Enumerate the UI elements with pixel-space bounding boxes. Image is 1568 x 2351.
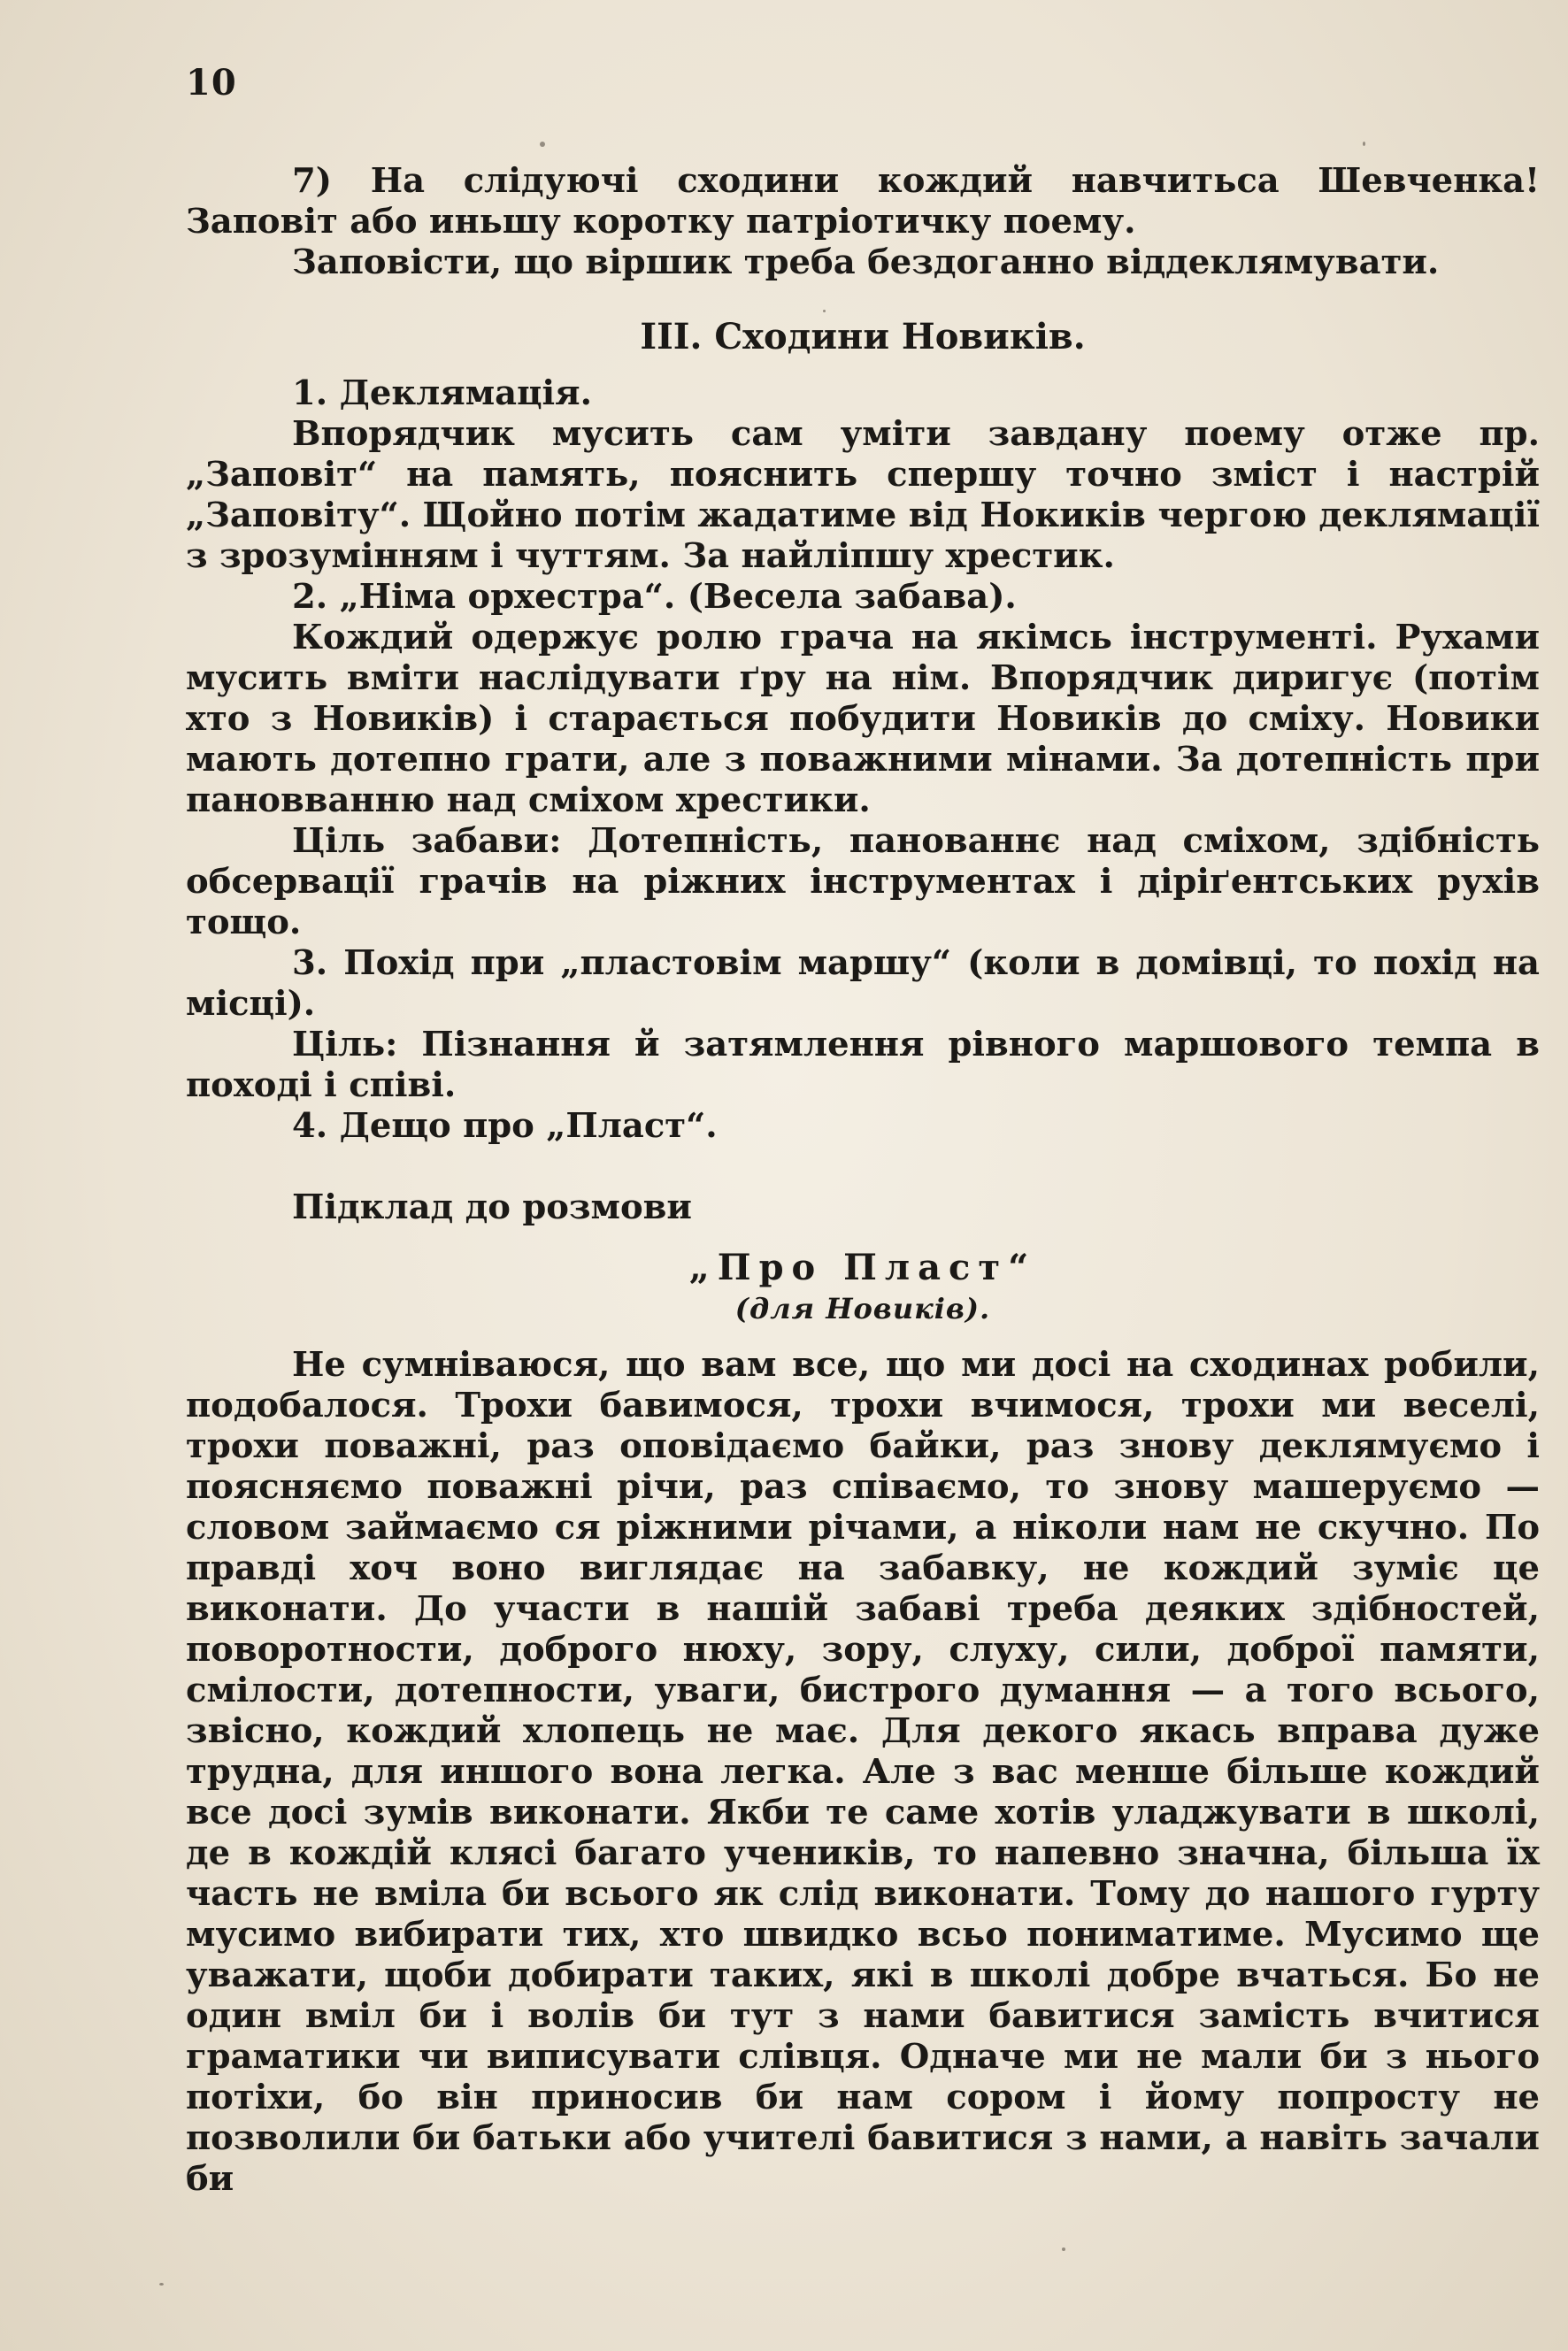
paragraph-declamation: Впорядчик мусить сам уміти завдану поему отже пр. „Заповіт“ на память, пояснить спершу точно зміст і настрій „Заповіту“. Щойно потім жадатиме від Нокиків чергою деклямації з зрозумінням і чуттям. За найліпшу хрестик. [186,414,1540,576]
talk-title: „Про Пласт“ [688,1247,1037,1288]
book-page [186,62,1549,2327]
section-heading: III. Сходини Новиків. [640,316,1086,357]
paragraph-item-7: 7) На слідуючі сходини кождий навчитьса Шевченка! Заповіт або иньшу коротку патріотичку поему. [186,161,1540,242]
paragraph-item-3: 3. Похід при „пластовім маршу“ (коли в домівці, то похід на місці). [186,943,1540,1024]
paragraph-declaim-note: Заповісти, що віршик треба бездоганно віддеклямувати. [292,242,1440,282]
page-number: 10 [186,62,237,104]
paragraph-march-goal: Ціль: Пізнання й затямлення рівного маршового темпа в поході і співі. [186,1025,1540,1105]
paragraph-item-2: 2. „Німа орхестра“. (Весела забава). [292,577,1017,617]
paragraph-talk-body: Не сумніваюся, що вам все, що ми досі на сходинах робили, подобалося. Трохи бавимося, трохи вчимося, трохи ми веселі, трохи поважні, раз оповідаємо байки, раз знову деклямуємо і поясняємо поважні річи, раз співаємо, то знову машеруємо — словом займаємо ся ріжними річами, а ніколи нам не скучно. По правді хоч воно виглядає на забавку, не кождий зуміє це виконати. До участи в нашій забаві треба деяких здібностей, поворотности, доброго нюху, зору, слуху, сили, доброї памяти, смілости, дотепности, уваги, бистрого думання — а того всього, звісно, кождий хлопець не має. Для декого якась вправа дуже трудна, для иншого вона легка. Але з вас менше більше кождий все досі зумів виконати. Якби те саме хотів уладжувати в школі, де в кождій клясі багато учеників, то напевно значна, більша їх часть не вміла би всього як слід виконати. Тому до нашого гурту мусимо вибирати тих, хто швидко всьо пониматиме. Мусимо ще уважати, щоби добирати таких, які в школі добре вчаться. Бо не один вміл би і волів би тут з нами бавитися замість вчитися граматики чи виписувати слівця. Одначе ми не мали би з нього потіхи, бо він приносив би нам сором і йому попросту не позволили би батьки або учителі бавитися з нами, а навіть зачали би [186,1345,1540,2199]
paragraph-game-goal: Ціль забави: Дотепність, панованнє над сміхом, здібність обсервації грачів на ріжних інструментах і діріґентських рухів тощо. [186,821,1540,942]
paragraph-orchestra: Кождий одержує ролю грача на якімсь інструменті. Рухами мусить вміти наслідувати ґру на нім. Впорядчик диригує (потім хто з Новиків) і старається побудити Новиків до сміху. Новики мають дотепно грати, але з поважними мінами. За дотепність при пановванню над сміхом хрестики. [186,618,1540,820]
paragraph-item-1: 1. Деклямація. [292,373,593,413]
paragraph-item-4: 4. Дещо про „Пласт“. [292,1106,718,1146]
page-body [186,161,1540,2200]
print-speck [540,142,545,147]
paragraph-talk-basis: Підклад до розмови [292,1187,692,1227]
talk-subtitle: (для Новиків). [734,1292,991,1325]
print-speck [1062,2247,1065,2251]
print-speck [159,2283,164,2286]
print-speck [823,310,826,312]
print-speck [1363,142,1365,146]
